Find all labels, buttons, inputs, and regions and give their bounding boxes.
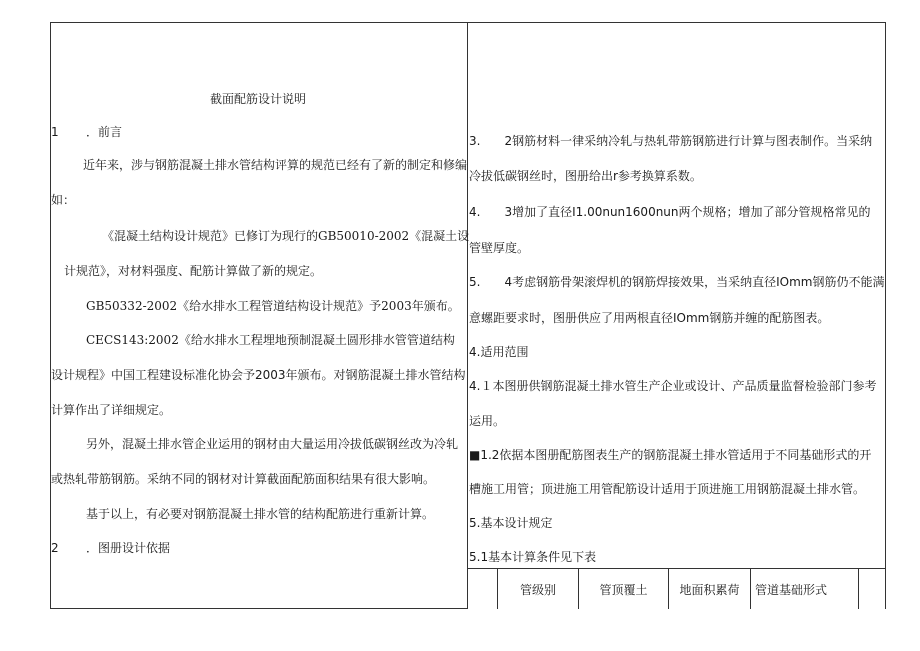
page-border-right [885,22,886,609]
paragraph-2-line-1: 《混凝土结构设计规范》已修订为现行的GB50010-2002《混凝土设 [102,229,470,243]
page-border-top [50,22,886,23]
item-4-line-1: 4. 3增加了直径I1.00nun1600nun两个规格；增加了部分管规格常见的 [469,205,871,219]
paragraph-2-line-2: 计规范》，对材料强度、配筋计算做了新的规定。 [64,264,323,278]
table-header-surface-load: 地面积累荷 [679,583,740,597]
section-2-number: 2 [51,541,59,555]
paragraph-5-line-2: 或热轧带筋钢筋。采纳不同的钢材对计算截面配筋面积结果有很大影响。 [51,472,436,486]
clause-4-2-line-2: 槽施工用管；顶进施工用管配筋设计适用于顶进施工用钢筋混凝土排水管。 [469,482,866,496]
item-3-line-1: 3. 2钢筋材料一律采纳冷轧与热轧带筋钢筋进行计算与图表制作。当采纳 [469,134,873,148]
document-title: 截面配筋设计说明 [210,92,307,106]
clause-4-1-line-2: 运用。 [469,414,506,428]
clause-4-1-line-1: 4.１本图册供钢筋混凝土排水管生产企业或设计、产品质量监督检验部门参考 [469,379,877,393]
section-4-heading: 4.适用范围 [469,345,529,359]
page-border-left [50,22,51,609]
paragraph-1-line-2: 如： [51,193,76,207]
section-5-heading: 5.基本设计规定 [469,516,553,530]
paragraph-4-line-3: 计算作出了详细规定。 [51,403,172,417]
paragraph-4-line-1: CECS143:2002《给水排水工程埋地预制混凝土圆形排水管管道结构 [86,333,455,347]
section-1-number: 1 [51,125,59,139]
table-header-foundation-type: 管道基础形式 [755,583,828,597]
item-4-line-2: 管壁厚度。 [469,241,530,255]
section-2-heading: ．图册设计依据 [86,541,171,555]
table-header-pipe-grade: 管级别 [519,583,556,597]
paragraph-6: 基于以上，有必要对钢筋混凝土排水管的结构配筋进行重新计算。 [86,507,435,521]
clause-5-1: 5.1基本计算条件见下表 [469,550,597,564]
item-3-line-2: 冷拔低碳钢丝时，图册给出r参考换算系数。 [469,169,702,183]
section-1-heading: ．前言 [86,125,123,139]
clause-4-2-line-1: ■1.2依据本图册配筋图表生产的钢筋混凝土排水管适用于不同基础形式的开 [469,448,872,462]
table-column-separator [858,568,859,609]
paragraph-4-line-2: 设计规程》中国工程建设标准化协会予2003年颁布。对钢筋混凝土排水管结构 [51,368,466,382]
table-top-border [467,568,886,569]
left-panel-bottom [50,608,468,609]
item-5-line-2: 意螺距要求时，图册供应了用两根直径IOmm钢筋并缠的配筋图表。 [469,311,830,325]
item-5-line-1: 5. 4考虑钢筋骨架滚焊机的钢筋焊接效果，当采纳直径IOmm钢筋仍不能满 [469,275,885,289]
paragraph-1-line-1: 近年来，涉与钢筋混凝土排水管结构评算的规范已经有了新的制定和修编 [83,158,468,172]
paragraph-3: GB50332-2002《给水排水工程管道结构设计规范》予2003年颁布。 [86,299,460,313]
table-header-top-cover: 管顶覆土 [599,583,648,597]
column-divider [467,22,468,609]
paragraph-5-line-1: 另外，混凝土排水管企业运用的钢材由大量运用冷拔低碳钢丝改为冷轧 [86,437,459,451]
